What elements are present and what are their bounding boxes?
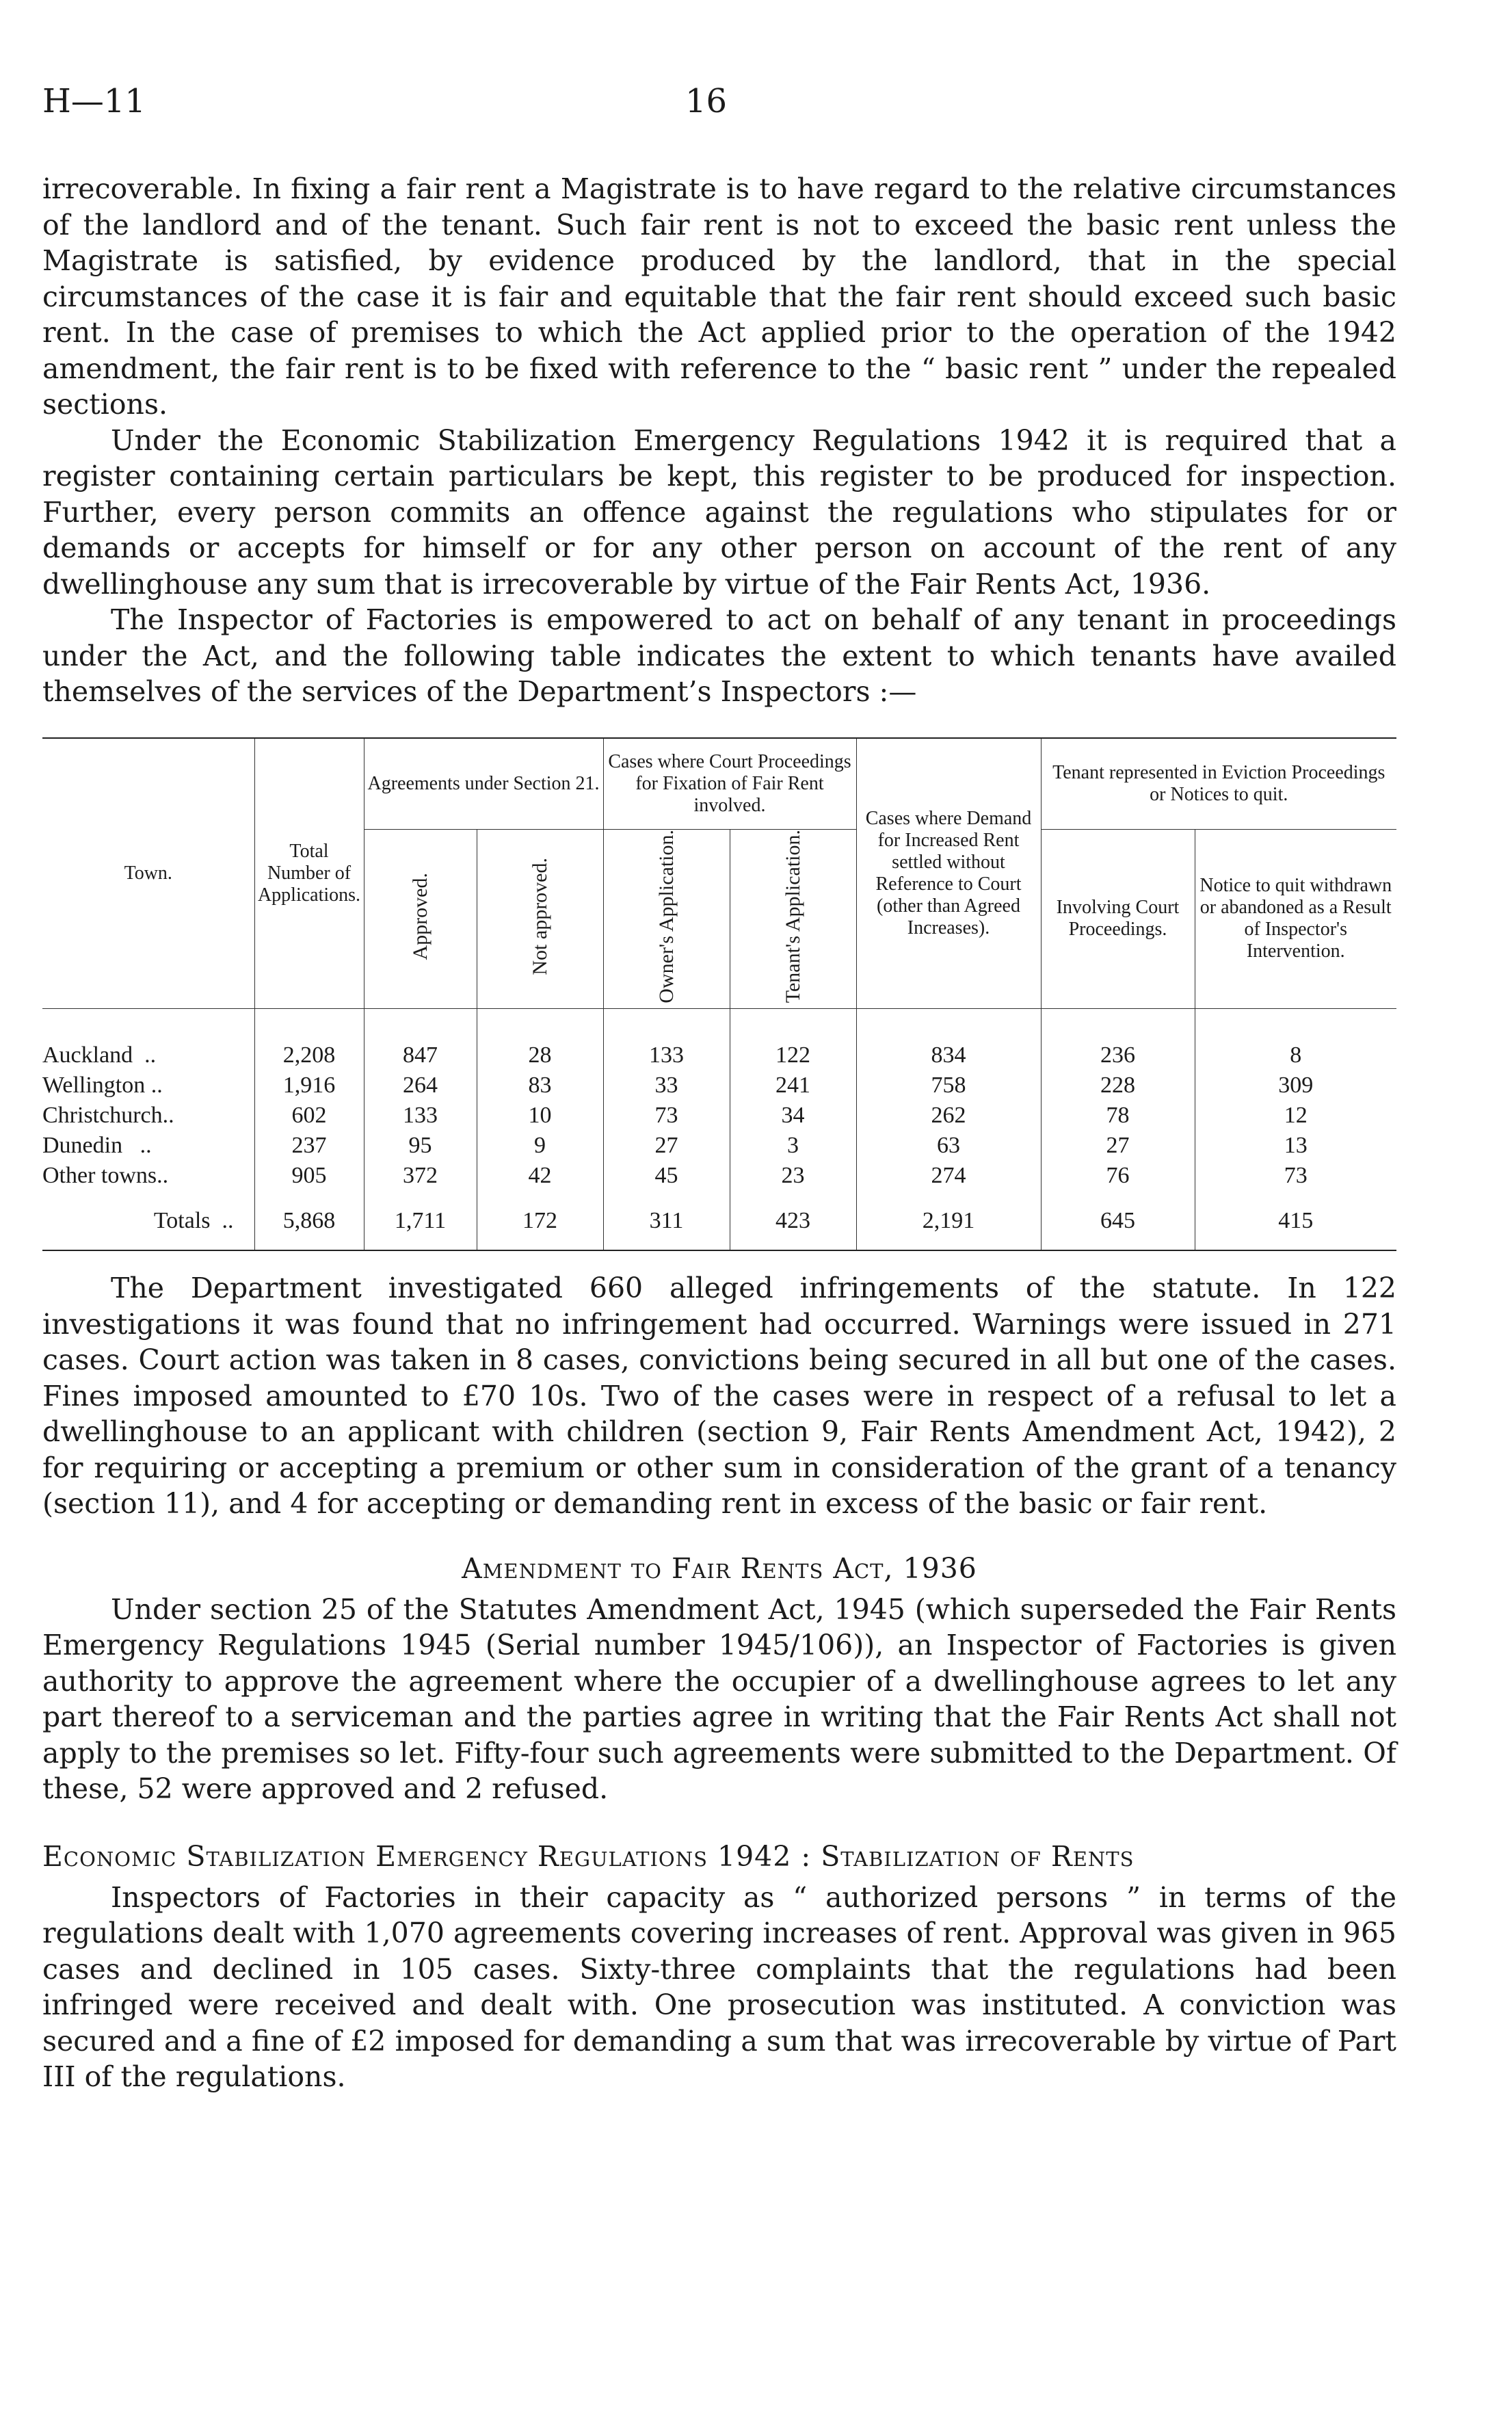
cell-tenant: 23 xyxy=(730,1161,856,1191)
cell-owner: 27 xyxy=(603,1131,730,1161)
paragraph: The Department investigated 660 alleged infringements of the statute. In 122 investigations it was found that no infringement had occurred. Warnings were issued in 271 cases. Court action was taken in 8 cases, convictions being secured in all but one of the cases. Fines imposed amounted to £70 10s. Two of the cases were in respect of a refusal to let a dwellinghouse to an applicant with children (section 9, Fair Rents Amendment Act, 1942), 2 for requiring or accepting a premium or other sum in consideration of the grant of a tenancy (section 11), and 4 for accepting or demanding rent in excess of the basic or fair rent. xyxy=(42,1272,1396,1521)
cell-notice: 12 xyxy=(1195,1101,1396,1131)
header-tenant-represented-group: Tenant represented in Eviction Proceedings or Notices to quit. xyxy=(1041,738,1396,830)
cell-not-approved: 42 xyxy=(477,1161,603,1191)
cell-approved: 264 xyxy=(364,1070,477,1101)
paragraph: Under section 25 of the Statutes Amendment Act, 1945 (which superseded the Fair Rents Emergency Regulations 1945 (Serial number 1945/106)), an Inspector of Factories is given authority to approve the agreement where the occupier of a dwellinghouse agrees to let any part thereof to a serviceman and the parties agree in writing that the Fair Rents Act shall not apply to the premises so let. Fifty-four such agreements were submitted to the Department. Of these, 52 were approved and 2 refused. xyxy=(42,1592,1396,1806)
statistics-table xyxy=(42,737,1396,1252)
cell-owner: 45 xyxy=(603,1161,730,1191)
header-tenants-application xyxy=(730,829,856,1009)
spacer-row xyxy=(42,1009,1396,1037)
cell-tenant: 423 xyxy=(730,1191,856,1250)
header-total-applications: Total Number of Applications. xyxy=(254,738,364,1009)
cell-tenant: 241 xyxy=(730,1070,856,1101)
cell-notice: 73 xyxy=(1195,1161,1396,1191)
cell-total: 5,868 xyxy=(254,1191,364,1250)
cell-not-approved: 9 xyxy=(477,1131,603,1161)
paragraph: The Inspector of Factories is empowered to act on behalf of any tenant in proceedings under the Act, and the following table indicates the extent to which tenants have availed themselves of the services of the Department’s Inspectors :— xyxy=(42,603,1396,708)
header-demand-settled: Cases where Demand for Increased Rent settled without Reference to Court (other than Agreed Increases). xyxy=(856,738,1041,1009)
table-row xyxy=(42,1161,1396,1191)
paragraph: Under the Economic Stabilization Emergency Regulations 1942 it is required that a register containing certain particulars be kept, this register to be produced for inspection. Further, every person commits an offence against the regulations who stipulates for or demands or accepts for himself or for any other person on account of the rent of any dwellinghouse any sum that is irrecoverable by virtue of the Fair Rents Act, 1936. xyxy=(42,423,1396,601)
cell-totals-label: Totals .. xyxy=(42,1191,254,1250)
cell-town: Dunedin .. xyxy=(42,1131,254,1161)
cell-involving: 27 xyxy=(1041,1131,1195,1161)
cell-demand: 63 xyxy=(856,1131,1041,1161)
cell-total: 237 xyxy=(254,1131,364,1161)
cell-not-approved: 83 xyxy=(477,1070,603,1101)
cell-total: 602 xyxy=(254,1101,364,1131)
page-header xyxy=(42,82,1396,130)
page-code: H—11 xyxy=(42,82,146,120)
cell-approved: 1,711 xyxy=(364,1191,477,1250)
cell-tenant: 34 xyxy=(730,1101,856,1131)
cell-approved: 847 xyxy=(364,1036,477,1070)
header-town: Town. xyxy=(42,738,254,1009)
cell-notice: 415 xyxy=(1195,1191,1396,1250)
cell-tenant: 3 xyxy=(730,1131,856,1161)
paragraph: Inspectors of Factories in their capacity as “ authorized persons ” in terms of the regulations dealt with 1,070 agreements covering increases of rent. Approval was given in 965 cases and declined in 105 cases. Sixty-three complaints that the regulations had been infringed were received and dealt with. One prosecution was instituted. A conviction was secured and a fine of £2 imposed for demanding a sum that was irrecoverable by virtue of Part III of the regulations. xyxy=(42,1880,1396,2094)
cell-notice: 309 xyxy=(1195,1070,1396,1101)
header-owners-application-label: Owner's Application. xyxy=(654,829,678,1003)
table-row xyxy=(42,1101,1396,1131)
cell-involving: 645 xyxy=(1041,1191,1195,1250)
page-body xyxy=(42,171,1396,2095)
header-not-approved-label: Not approved. xyxy=(528,857,551,975)
header-court-cases-group: Cases where Court Proceedings for Fixation of Fair Rent involved. xyxy=(603,738,856,830)
cell-notice: 8 xyxy=(1195,1036,1396,1070)
table-row xyxy=(42,1036,1396,1070)
paragraph: irrecoverable. In fixing a fair rent a Magistrate is to have regard to the relative circumstances of the landlord and of the tenant. Such fair rent is not to exceed the basic rent unless the Magistrate is satisfied, by evidence produced by the landlord, that in the special circumstances of the case it is fair and equitable that the fair rent should exceed such basic rent. In the case of premises to which the Act applied prior to the operation of the 1942 amendment, the fair rent is to be fixed with reference to the “ basic rent ” under the repealed sections. xyxy=(42,172,1396,421)
cell-involving: 78 xyxy=(1041,1101,1195,1131)
cell-tenant: 122 xyxy=(730,1036,856,1070)
cell-owner: 133 xyxy=(603,1036,730,1070)
cell-demand: 758 xyxy=(856,1070,1041,1101)
cell-approved: 133 xyxy=(364,1101,477,1131)
cell-demand: 834 xyxy=(856,1036,1041,1070)
cell-approved: 372 xyxy=(364,1161,477,1191)
cell-approved: 95 xyxy=(364,1131,477,1161)
header-approved xyxy=(364,829,477,1009)
cell-town: Christchurch.. xyxy=(42,1101,254,1131)
cell-owner: 33 xyxy=(603,1070,730,1101)
fair-rents-table xyxy=(42,737,1396,1252)
cell-total: 905 xyxy=(254,1161,364,1191)
cell-involving: 76 xyxy=(1041,1161,1195,1191)
cell-involving: 228 xyxy=(1041,1070,1195,1101)
section-heading: Economic Stabilization Emergency Regulations 1942 : Stabilization of Rents xyxy=(42,1839,1135,1873)
header-not-approved xyxy=(477,829,603,1009)
header-owners-application xyxy=(603,829,730,1009)
cell-demand: 2,191 xyxy=(856,1191,1041,1250)
cell-town: Auckland .. xyxy=(42,1036,254,1070)
header-involving-court: Involving Court Proceedings. xyxy=(1041,829,1195,1009)
header-tenants-application-label: Tenant's Application. xyxy=(781,829,804,1003)
cell-demand: 274 xyxy=(856,1161,1041,1191)
cell-involving: 236 xyxy=(1041,1036,1195,1070)
cell-town: Other towns.. xyxy=(42,1161,254,1191)
cell-not-approved: 28 xyxy=(477,1036,603,1070)
table-row xyxy=(42,1131,1396,1161)
table-row xyxy=(42,1070,1396,1101)
cell-demand: 262 xyxy=(856,1101,1041,1131)
cell-total: 2,208 xyxy=(254,1036,364,1070)
header-agreements-group: Agreements under Section 21. xyxy=(364,738,603,830)
cell-owner: 73 xyxy=(603,1101,730,1131)
cell-town: Wellington .. xyxy=(42,1070,254,1101)
cell-not-approved: 10 xyxy=(477,1101,603,1131)
header-notice-to-quit: Notice to quit withdrawn or abandoned as a Result of Inspector's Intervention. xyxy=(1195,829,1396,1009)
totals-row xyxy=(42,1191,1396,1250)
header-approved-label: Approved. xyxy=(408,872,432,960)
page-number: 16 xyxy=(685,82,728,120)
section-heading: Amendment to Fair Rents Act, 1936 xyxy=(462,1551,977,1585)
cell-not-approved: 172 xyxy=(477,1191,603,1250)
cell-total: 1,916 xyxy=(254,1070,364,1101)
cell-owner: 311 xyxy=(603,1191,730,1250)
cell-notice: 13 xyxy=(1195,1131,1396,1161)
